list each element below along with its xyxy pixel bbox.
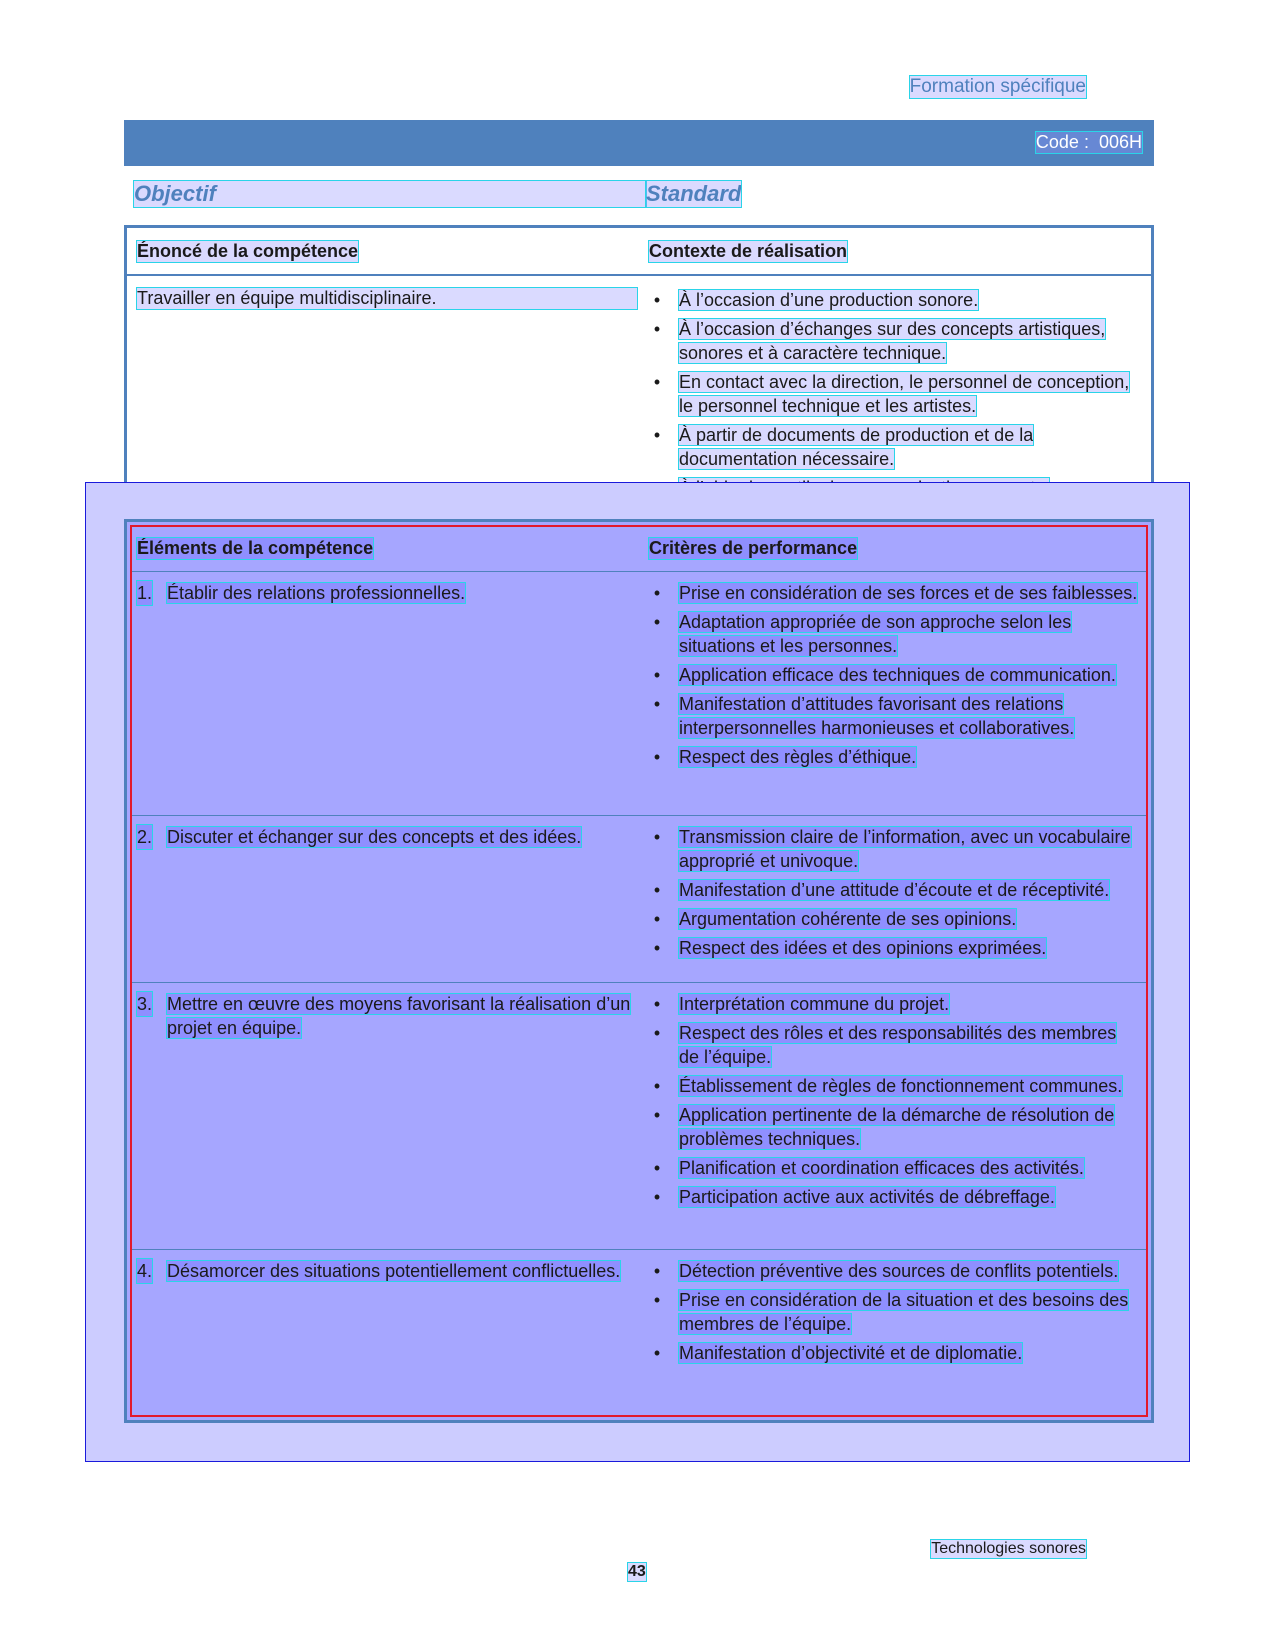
- list-item-text: Établissement de règles de fonctionnement communes.: [679, 1076, 1123, 1096]
- code-value: 006H: [1098, 132, 1142, 152]
- criteria-list: [649, 992, 1139, 1214]
- list-item-text: Manifestation d’attitudes favorisant des relations interpersonnelles harmonieuses et collaboratives.: [679, 694, 1075, 738]
- bullet-icon: •: [653, 909, 661, 929]
- bullet-icon: •: [653, 319, 661, 339]
- bullet-icon: •: [653, 1076, 661, 1096]
- element-text: Mettre en œuvre des moyens favorisant la réalisation d’un projet en équipe.: [167, 994, 631, 1038]
- elements-table: [124, 519, 1154, 1423]
- list-item: [649, 1156, 1139, 1180]
- list-item-text: Application pertinente de la démarche de résolution de problèmes techniques.: [679, 1105, 1115, 1149]
- list-item: [649, 907, 1139, 931]
- list-item: [649, 1103, 1139, 1151]
- table-row: [132, 1249, 1146, 1424]
- list-item: [649, 370, 1139, 418]
- bullet-icon: •: [653, 747, 661, 767]
- list-item: [649, 288, 1139, 312]
- competence-element: [137, 992, 637, 1040]
- list-item: [649, 317, 1139, 365]
- list-item: [649, 825, 1139, 873]
- list-item-text: Interprétation commune du projet.: [679, 994, 950, 1014]
- bullet-icon: •: [653, 583, 661, 603]
- list-item: [649, 1185, 1139, 1209]
- list-item: [649, 1021, 1139, 1069]
- element-number: 1.: [137, 583, 153, 603]
- statement-header: Énoncé de la compétence: [137, 241, 359, 261]
- bullet-icon: •: [653, 612, 661, 632]
- element-text: Établir des relations professionnelles.: [167, 583, 466, 603]
- section-label: Formation spécifique: [909, 76, 1086, 97]
- element-text: Désamorcer des situations potentiellement conflictuelles.: [167, 1261, 621, 1281]
- standard-label: Standard: [646, 181, 742, 206]
- code-label: [1036, 132, 1142, 153]
- list-item-text: Manifestation d’objectivité et de diplomatie.: [679, 1343, 1023, 1363]
- list-item-text: Manifestation d’une attitude d’écoute et de réceptivité.: [679, 880, 1110, 900]
- context-header: Contexte de réalisation: [649, 241, 848, 261]
- page-number: 43: [628, 1563, 646, 1580]
- list-item-text: Argumentation cohérente de ses opinions.: [679, 909, 1017, 929]
- objective-label: Objectif: [134, 181, 646, 207]
- list-item: [649, 745, 1139, 769]
- list-item: [649, 878, 1139, 902]
- list-item: [649, 1074, 1139, 1098]
- list-item-text: Respect des idées et des opinions exprimées.: [679, 938, 1047, 958]
- bullet-icon: •: [653, 425, 661, 445]
- bullet-icon: •: [653, 1158, 661, 1178]
- objective-row: [134, 181, 1144, 209]
- list-item: [649, 692, 1139, 740]
- element-number: 2.: [137, 827, 153, 847]
- bullet-icon: •: [653, 938, 661, 958]
- list-item-text: À l’occasion d’une production sonore.: [679, 290, 979, 310]
- criteria-list: [649, 825, 1139, 965]
- elements-header: Éléments de la compétence: [137, 538, 374, 558]
- table-row: [132, 571, 1146, 816]
- bullet-icon: •: [653, 694, 661, 714]
- code-bar: [124, 120, 1154, 166]
- list-item-text: Respect des rôles et des responsabilités des membres de l’équipe.: [679, 1023, 1117, 1067]
- list-item-text: Participation active aux activités de débreffage.: [679, 1187, 1055, 1207]
- list-item: [649, 663, 1139, 687]
- list-item-text: À l’occasion d’échanges sur des concepts artistiques, sonores et à caractère technique.: [679, 319, 1106, 363]
- bullet-icon: •: [653, 665, 661, 685]
- list-item: [649, 423, 1139, 471]
- bullet-icon: •: [653, 372, 661, 392]
- criteria-list: [649, 1259, 1139, 1370]
- list-item: [649, 992, 1139, 1016]
- context-table: [124, 225, 1154, 500]
- list-item: [649, 1259, 1139, 1283]
- list-item-text: Planification et coordination efficaces des activités.: [679, 1158, 1084, 1178]
- bullet-icon: •: [653, 290, 661, 310]
- bullet-icon: •: [653, 1343, 661, 1363]
- table-row: [132, 815, 1146, 983]
- competence-element: [137, 825, 637, 849]
- context-list: [649, 288, 1139, 505]
- context-table-header: [127, 228, 1151, 276]
- bullet-icon: •: [653, 1261, 661, 1281]
- competence-element: [137, 1259, 637, 1283]
- list-item-text: Adaptation appropriée de son approche selon les situations et les personnes.: [679, 612, 1072, 656]
- list-item-text: En contact avec la direction, le personnel de conception, le personnel technique et les artistes.: [679, 372, 1130, 416]
- list-item-text: Détection préventive des sources de conflits potentiels.: [679, 1261, 1119, 1281]
- table-row: [132, 982, 1146, 1250]
- list-item-text: Prise en considération de la situation et des besoins des membres de l’équipe.: [679, 1290, 1129, 1334]
- list-item: [649, 610, 1139, 658]
- element-text: Discuter et échanger sur des concepts et des idées.: [167, 827, 582, 847]
- list-item-text: Prise en considération de ses forces et de ses faiblesses.: [679, 583, 1138, 603]
- bullet-icon: •: [653, 880, 661, 900]
- element-number: 3.: [137, 994, 153, 1014]
- criteria-list: [649, 581, 1139, 774]
- competence-element: [137, 581, 637, 605]
- list-item-text: Respect des règles d’éthique.: [679, 747, 917, 767]
- list-item-text: À partir de documents de production et de la documentation nécessaire.: [679, 425, 1034, 469]
- bullet-icon: •: [653, 1187, 661, 1207]
- bullet-icon: •: [653, 1290, 661, 1310]
- bullet-icon: •: [653, 1105, 661, 1125]
- bullet-icon: •: [653, 994, 661, 1014]
- element-number: 4.: [137, 1261, 153, 1281]
- program-name: Technologies sonores: [931, 1540, 1086, 1557]
- criteria-header: Critères de performance: [649, 538, 858, 558]
- elements-table-header: [132, 527, 1146, 572]
- elements-table-selection: [130, 525, 1148, 1417]
- list-item: [649, 581, 1139, 605]
- bullet-icon: •: [653, 827, 661, 847]
- list-item: [649, 1288, 1139, 1336]
- bullet-icon: •: [653, 1023, 661, 1043]
- list-item: [649, 1341, 1139, 1365]
- code-label-text: Code :: [1035, 132, 1089, 152]
- list-item: [649, 936, 1139, 960]
- list-item-text: Transmission claire de l’information, avec un vocabulaire approprié et univoque.: [679, 827, 1131, 871]
- competence-statement: Travailler en équipe multidisciplinaire.: [137, 288, 637, 309]
- list-item-text: Application efficace des techniques de communication.: [679, 665, 1116, 685]
